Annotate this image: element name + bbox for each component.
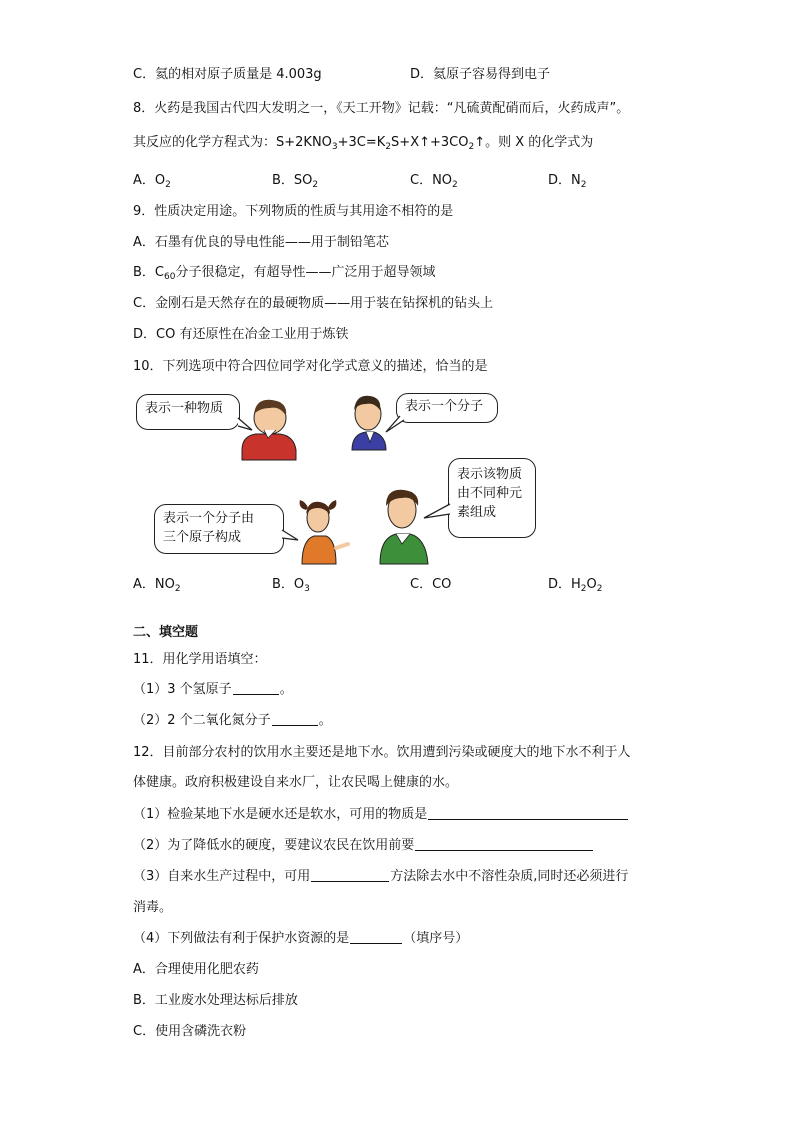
speech-bubble-elements: 表示该物质 由不同种元 素组成 [448,458,536,538]
q8-option-d: D．$N_2$ [548,173,587,190]
q8-option-b: B．$SO_2$ [272,173,319,190]
speech-bubble-substance: 表示一种物质 [136,394,240,430]
bubble-tail-4 [424,504,450,518]
q11-part-1: （1）3 个氢原子 。 [133,682,293,697]
q12-part-1: （1）检验某地下水是硬水还是软水，可用的物质是 [133,806,629,824]
q8-option-c: C．$NO_2$ [410,173,458,190]
q12-part-3-cont: 消毒。 [133,900,173,915]
q12-part-2: （2）为了降低水的硬度，要建议农民在饮用前要 [133,837,594,855]
bubble-tail-1 [238,418,252,430]
section-title: 二、填空题 [133,625,199,640]
speech-bubble-atoms: 表示一个分子由 三个原子构成 [154,504,284,554]
answer-blank[interactable] [428,806,628,820]
answer-blank[interactable] [350,930,402,944]
q10-stem: 10．下列选项中符合四位同学对化学式意义的描述，恰当的是 [133,359,488,374]
q12-option-c: C．使用含磷洗衣粉 [133,1024,247,1039]
q9-option-a: A．石墨有优良的导电性能——用于制铅笔芯 [133,235,389,250]
student-boy-green-icon [380,490,428,564]
bubble-tail-2 [386,416,404,432]
q10-option-d: D．$H_2O_2$ [548,577,603,594]
q8-option-a: A．$O_2$ [133,173,171,190]
q10-option-a: A．$NO_2$ [133,577,181,594]
answer-blank[interactable] [272,712,318,726]
q8-stem-line1: 8．火药是我国古代四大发明之一，《天工开物》记载：“凡硫黄配硝而后，火药成声”。 [133,101,630,116]
q9-stem: 9．性质决定用途。下列物质的性质与其用途不相符的是 [133,204,454,219]
student-boy-blue-icon [352,396,386,450]
q11-stem: 11．用化学用语填空： [133,652,267,667]
q11-part-2: （2）2 个二氧化氮分子 。 [133,713,332,728]
q8-stem-line2: 其反应的化学方程式为：$S+2KNO_3+3C=K_2S+X↑+3CO_2↑$。则 X 的化学式为 [133,135,594,152]
students-illustration [130,380,550,580]
bubble-tail-3 [282,530,298,540]
q12-stem-line2: 体健康。政府积极建设自来水厂，让农民喝上健康的水。 [133,775,459,790]
q9-option-b: B．$C_{60}$分子很稳定，有超导性——广泛用于超导领域 [133,265,436,282]
q12-option-a: A．合理使用化肥农药 [133,962,259,977]
q12-part-4: （4）下列做法有利于保护水资源的是 （填序号） [133,931,469,946]
q9-option-d: D．CO 有还原性在冶金工业用于炼铁 [133,327,349,342]
q10-option-b: B．$O_3$ [272,577,310,594]
student-girl-orange-icon [300,500,348,564]
q9-option-c: C．金刚石是天然存在的最硬物质——用于装在钻探机的钻头上 [133,296,494,311]
q12-option-b: B．工业废水处理达标后排放 [133,993,298,1008]
q12-stem-line1: 12．目前部分农村的饮用水主要还是地下水。饮用遭到污染或硬度大的地下水不利于人 [133,745,631,760]
q10-option-c: C．CO [410,577,452,592]
speech-bubble-molecule: 表示一个分子 [396,393,498,423]
answer-blank[interactable] [233,681,279,695]
q7-option-d: D．氦原子容易得到电子 [410,67,551,82]
answer-blank[interactable] [311,868,389,882]
answer-blank[interactable] [415,837,593,851]
q12-part-3: （3）自来水生产过程中，可用 方法除去水中不溶性杂质,同时还必须进行 [133,869,629,884]
q7-option-c: C．氦的相对原子质量是 4.003g [133,67,322,82]
